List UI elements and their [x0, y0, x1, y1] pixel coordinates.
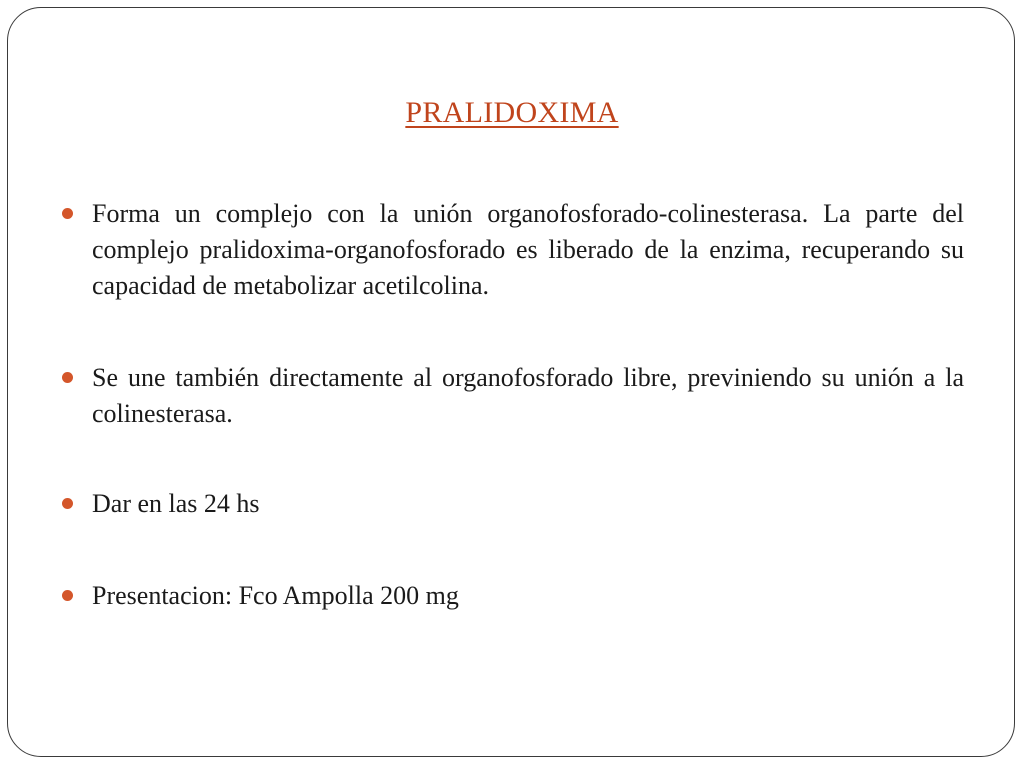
bullet-item [62, 578, 964, 614]
bullet-dot-icon [62, 372, 73, 383]
bullet-text: Dar en las 24 hs [92, 489, 260, 518]
bullet-dot-icon [62, 498, 73, 509]
bullet-text: Se une también directamente al organofosforado libre, previniendo su unión a la colinesterasa. [92, 363, 964, 428]
bullet-item [62, 360, 964, 432]
bullet-text: Presentacion: Fco Ampolla 200 mg [92, 581, 459, 610]
slide-title: PRALIDOXIMA [405, 96, 619, 129]
bullet-item [62, 486, 964, 522]
bullet-dot-icon [62, 590, 73, 601]
bullet-text: Forma un complejo con la unión organofosforado-colinesterasa. La parte del complejo pralidoxima-organofosforado es liberado de la enzima, recuperando su capacidad de metabolizar acetilcolina. [92, 199, 964, 300]
bullet-dot-icon [62, 208, 73, 219]
bullet-item [62, 196, 964, 304]
